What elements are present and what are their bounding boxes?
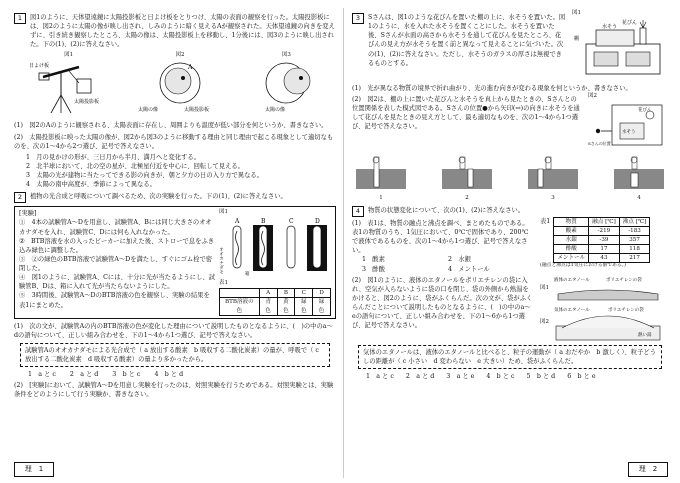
choice-number: 3 (551, 194, 555, 201)
q4-choices (366, 372, 668, 381)
tube-label-b: B (261, 218, 266, 226)
view-choice-2 (438, 155, 496, 203)
q3-part-2: (2) 図2は、棚の上に置いた花びんと水そうを真上から見たときの、Sさんとの位置関係を表した模式図である。Sさんの位置●から矢印(⇨)の向きに水そうを通して花びんを見たときの見え方として、最も適切なものを、次の1～4から1つ選び、記号で答えなさい。 (352, 96, 580, 131)
experiment-step: ① 4本の試験管A～Dを用意し、試験管A、Bには同じ大きさのオオカナダモを入れ、試験管C、Dには何も入れなかった。 (19, 219, 212, 236)
shelf-diagram (572, 18, 668, 78)
question-number: 1 (14, 13, 26, 24)
shelf-label: 棚 (574, 35, 580, 42)
question-number: 2 (14, 192, 26, 203)
table-row: 水銀 -39 357 (554, 236, 650, 245)
choice: 3 a と e (446, 372, 475, 380)
tube-label-d: D (315, 218, 320, 226)
q3-figure-2 (588, 93, 668, 153)
choice: 6 b と e (567, 372, 596, 380)
q4-part-2: (2) 図1のように、液体のエタノールをポリエチレンの袋に入れ、空気が入らないように袋の口を閉じ、袋の外側から熱湯をかけると、図2のように、袋がふくらんだ。次の文が、袋がふくらんだことについて説明したものとなるように、( )の中のa～eの語句について、正しい組み合わせを、下の1～6から1つ選び、記号で答えなさい。 (352, 276, 533, 330)
hot-water-label: 熱い湯 (638, 332, 652, 338)
option: 4 メントール (448, 265, 490, 273)
page-footer-right: 理 2 (628, 462, 668, 477)
table-header-cell: D (313, 289, 331, 298)
table-row: 酢酸 17 118 (554, 245, 650, 254)
option: 1 月の見かけの形が、三日月から半月、満月へと変化する。 (26, 153, 201, 161)
projection-board-label: 太陽投影板 (73, 99, 99, 106)
choice-number: 1 (379, 194, 383, 201)
sun-moved-diagram (251, 59, 321, 115)
table-header-cell: 沸点 [℃] (619, 217, 650, 226)
page-divider (343, 8, 344, 478)
observer-position (596, 129, 600, 133)
table-cell: 黄色 (277, 298, 295, 315)
q3-part-1: (1) 光が異なる物質の境界で折れ曲がり、光の進む向きが変わる現象を何というか、書きなさい。 (352, 84, 632, 92)
option: 3 太陽の光が建物に当たってできる影の向きが、朝と夕方の日の入り方で異なる。 (26, 172, 263, 180)
bag-label: ポリエチレンの袋 (608, 307, 644, 313)
test-tube-b (259, 226, 267, 268)
q1-options (26, 153, 336, 190)
spot-label-a: A (187, 64, 193, 72)
vase (640, 28, 646, 44)
tube-label-a: A (235, 218, 240, 226)
choice: 1 a と c (366, 372, 394, 380)
test-tube-c (287, 226, 295, 268)
question-4 (352, 206, 668, 217)
box-label: 箱 (245, 272, 250, 278)
test-tube-d (313, 226, 321, 268)
option: 2 北半球において、北の空の星が、北極星付近を中心に、回転して見える。 (26, 162, 244, 170)
tank-label: 水そう (622, 130, 636, 136)
view-choice-3 (524, 155, 582, 203)
bag-liquid-diagram (552, 274, 664, 304)
table-row: 酸素 -219 -183 (554, 227, 650, 236)
q4-dashed-statement: 気体のエタノールは、液体のエタノールと比べると、粒子の運動が（ a おだやか b 激しく）、粒子どうしの距離が（ c 小さい d 変わらない e 大きい）ため、袋がふくらんだ。 (358, 345, 662, 369)
table-label: 表1 (219, 280, 228, 287)
top-view-diagram (588, 101, 668, 149)
water-tank (596, 30, 634, 46)
figure-label: 図3 (281, 51, 291, 58)
left-column (14, 10, 336, 400)
option: 3 酢酸 (362, 265, 385, 273)
results-table (219, 288, 331, 315)
choice-number: 4 (637, 194, 641, 201)
figure-label: 図1 (540, 284, 549, 291)
vase-label: 花びん (638, 108, 652, 114)
figure-label: 図1 (219, 209, 228, 216)
table-header-cell: 融点 [℃] (589, 217, 620, 226)
q4-table-block (540, 217, 668, 274)
choice: 2 a と d (405, 372, 435, 380)
question-2 (14, 192, 336, 203)
table-row: メントール 43 217 (554, 254, 650, 263)
bag-gas-diagram (552, 304, 664, 342)
q4-figure-2 (540, 304, 668, 342)
q2-dashed-statement: 試験管Aのオオカナダモによる光合成で（ a 放出する酸素 b 吸収する二酸化炭素）の量が、呼吸で（ c 放出する二酸化炭素 d 吸収する酸素）の量より多かったから。 (20, 343, 330, 367)
board-label: 太陽投影板 (183, 107, 209, 114)
table-header-cell: 物質 (554, 217, 589, 226)
choice: 4 b と c (486, 372, 515, 380)
q4-figures (540, 274, 668, 342)
sun-image-label: 太陽の像 (137, 107, 158, 114)
option: 2 水銀 (448, 256, 471, 264)
right-column (352, 10, 668, 381)
q1-figure-1 (29, 52, 109, 120)
table-row-header: BTB溶液の色 (220, 298, 260, 315)
test-tube-diagram (219, 217, 331, 277)
question-number: 4 (352, 206, 364, 217)
gas-label: 気体のエタノール (554, 307, 590, 313)
q4-figure-1 (540, 274, 668, 304)
figure-label: 図2 (540, 318, 549, 325)
q2-choices (28, 370, 336, 379)
question-1 (14, 13, 336, 50)
figure-label: 図2 (175, 51, 185, 58)
tube-label-c: C (289, 218, 294, 226)
table-cell: 青色 (259, 298, 277, 315)
figure-label: 図1 (572, 10, 581, 16)
view-choice-1 (352, 155, 410, 203)
q4-part-1: (1) 表1は、物質の融点と沸点を調べ、まとめたものである。表1の物質のうち、1気圧において、0℃で固体であり、200℃で液体であるものを、次の1～4から1つ選び、記号で答えなさい。 (352, 219, 529, 255)
observer-label: Sさんの位置 (588, 141, 611, 147)
page-footer-left: 理 1 (14, 462, 54, 477)
sunspot (181, 76, 185, 80)
plant-label: オオカナダモ (219, 247, 224, 275)
sun-image-diagram (138, 59, 222, 115)
view-choice-4 (610, 155, 668, 203)
table-cell: 緑色 (295, 298, 313, 315)
experiment-step: ④ 図1のように、試験管A、Cには、十分に光が当たるようにし、試験管B、Dは、箱に入れて光が当たらないようにした。 (19, 274, 215, 291)
vase-label: 花びん (622, 19, 638, 26)
question-intro: Sさんは、図1のような花びんを置いた棚の上に、水そうを置いた。図1のように、水を入れた水そうを置くことにした。水そうを置いた後、Sさんが水面の高さから水そうを通して花びんを見たところ、花びんの見え方が水そうを置く前と異なって見えることに気づいた。次の(1)、(2)に答えなさい。ただし、水そうのガラスの厚さは無視できるものとする。 (368, 14, 566, 67)
option: 4 太陽の南中高度が、季節によって異なる。 (26, 181, 156, 189)
sun-image-label: 太陽の像 (265, 107, 286, 114)
q1-figure-3 (251, 52, 321, 120)
question-intro: 植物の光合成と呼吸について調べるため、次の実験を行った。下の(1)、(2)に答えなさい。 (30, 193, 287, 201)
question-number: 3 (352, 13, 364, 24)
choice-number: 2 (465, 194, 469, 201)
table-header-cell: A (259, 289, 277, 298)
melting-boiling-table (553, 217, 650, 264)
q1-figures (14, 52, 336, 120)
experiment-figure (219, 209, 331, 315)
question-intro: 図1のように、天体望遠鏡に太陽投影板と日よけ板をとりつけ、太陽の表面の観察を行った。太陽投影板には、図2のように太陽の像が映し出され、しみのように暗く見えるAが観察された。天体望遠鏡の向きを変えずに、引き続き観察したところ、太陽の像は、太陽投影板上を移動し、1分後には、図3のように映し出された。下の(1)、(2)に答えなさい。 (30, 14, 335, 49)
table-cell: 緑色 (313, 298, 331, 315)
experiment-title: [実験] (19, 210, 37, 218)
q1-part-1: (1) 図2のAのように観察される、太陽表面に存在し、周囲よりも温度が低い部分を何というか、書きなさい。 (14, 122, 328, 130)
experiment-step: ⑤ 3時間後、試験管A～DのBTB溶液の色を観察し、実験の結果を表1にまとめた。 (19, 292, 210, 309)
figure-label: 図1 (64, 51, 74, 58)
choice: 3 b と c (112, 371, 141, 379)
q2-part-2: (2) [実験]において、試験管A～Dを用意し実験を行ったのは、対照実験を行うためである。対照実験とは、実験条件をどのようにして行う実験か、書きなさい。 (14, 382, 334, 399)
bag-label: ポリエチレンの袋 (606, 277, 642, 283)
q3-figure-1 (572, 10, 668, 82)
liquid-label: 液体のエタノール (554, 277, 590, 283)
choice: 1 a と c (28, 371, 56, 379)
choice: 2 a と d (69, 371, 99, 379)
telescope-diagram (29, 59, 109, 115)
q1-part-2: (2) 太陽投影板に映った太陽の像が、図2から図3のように移動する理由と同じ理由で起こる現象として適切なものを、次の1～4から2つ選び、記号で答えなさい。 (14, 133, 334, 150)
tank-label: 水そう (602, 23, 618, 30)
table-label: 表1 (540, 217, 551, 225)
choice: 5 b と d (526, 372, 556, 380)
table-header-cell: B (277, 289, 295, 298)
q3-view-choices (352, 155, 668, 203)
table-header-cell: C (295, 289, 313, 298)
experiment-box (14, 206, 336, 318)
table-note: (融点と沸点は1気圧における値である。) (540, 263, 626, 269)
question-intro: 物質の状態変化について、次の(1)、(2)に答えなさい。 (368, 206, 525, 214)
experiment-step: ② BTB溶液を水の入ったビーカーに加えた後、ストローで息をふき込み緑色に調整した。 (19, 237, 215, 254)
question-3 (352, 13, 566, 68)
choice: 4 b と d (154, 371, 184, 379)
sunshade-label: 日よけ板 (28, 63, 49, 70)
option: 1 酸素 (362, 256, 385, 264)
test-tube-a (233, 226, 241, 268)
q1-figure-2 (138, 52, 222, 120)
figure-label: 図2 (588, 93, 597, 100)
q2-part-1: (1) 次の文が、試験管Aの内のBTB溶液の色が変化した理由について説明したものとなるように、( )の中のa～dの語句について、正しい組み合わせを、下の1～4から1つ選び、記号で答えなさい。 (14, 322, 333, 339)
q4-options (362, 255, 534, 273)
experiment-step: ③ ②の緑色のBTB溶液で試験管A～Dを満たし、すぐにゴム栓で密閉した。 (19, 255, 213, 273)
